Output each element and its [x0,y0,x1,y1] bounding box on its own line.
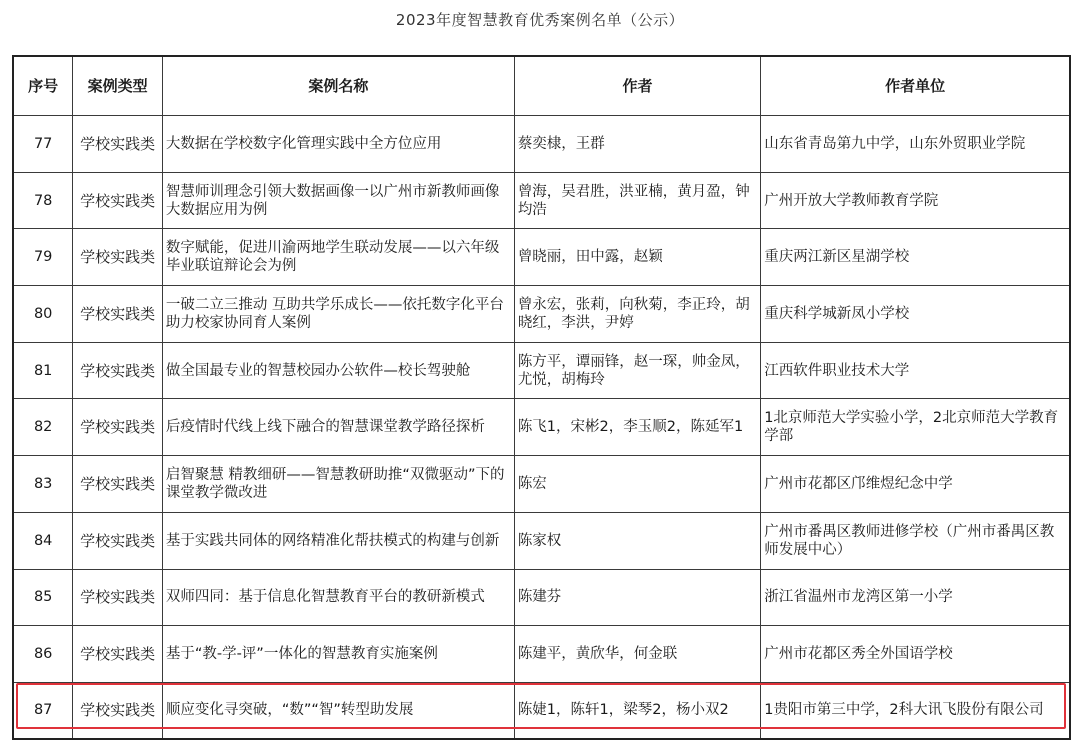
cell-unit: 广州市番禺区教师进修学校（广州市番禺区教师发展中心） [761,512,1070,569]
cell-name: 数字赋能，促进川渝两地学生联动发展——以六年级毕业联谊辩论会为例 [162,229,514,286]
cell-name: 做全国最专业的智慧校园办公软件—校长驾驶舱 [162,342,514,399]
column-header-number: 序号 [13,56,73,116]
cell-authors: 陈家权 [514,512,760,569]
table-row-highlighted [13,682,1070,739]
cell-number: 81 [13,342,73,399]
cell-authors: 陈方平，谭丽锋，赵一琛，帅金凤，尤悦，胡梅玲 [514,342,760,399]
column-header-name: 案例名称 [162,56,514,116]
cell-unit: 1北京师范大学实验小学，2北京师范大学教育学部 [761,399,1070,456]
cell-name: 顺应变化寻突破，“数”“智”转型助发展 [162,682,514,739]
cell-unit: 江西软件职业技术大学 [761,342,1070,399]
column-header-authors: 作者 [514,56,760,116]
cell-number: 79 [13,229,73,286]
cell-unit: 广州市花都区邝维煜纪念中学 [761,456,1070,513]
cell-unit: 广州市花都区秀全外国语学校 [761,626,1070,683]
cell-type: 学校实践类 [73,229,163,286]
cell-authors: 陈宏 [514,456,760,513]
table-header-row [13,56,1070,116]
table-row [13,626,1070,683]
column-header-type: 案例类型 [73,56,163,116]
table-row [13,399,1070,456]
cell-unit: 山东省青岛第九中学，山东外贸职业学院 [761,116,1070,173]
table-row [13,116,1070,173]
cell-type: 学校实践类 [73,172,163,229]
cell-name: 双师四同：基于信息化智慧教育平台的教研新模式 [162,569,514,626]
cell-number: 83 [13,456,73,513]
table-row [13,512,1070,569]
cell-unit: 1贵阳市第三中学，2科大讯飞股份有限公司 [761,682,1070,739]
cell-authors: 蔡奕棣，王群 [514,116,760,173]
cell-name: 启智聚慧 精教细研——智慧教研助推“双微驱动”下的课堂教学微改进 [162,456,514,513]
cell-number: 77 [13,116,73,173]
cell-type: 学校实践类 [73,342,163,399]
table-row [13,569,1070,626]
cell-unit: 广州开放大学教师教育学院 [761,172,1070,229]
cell-number: 84 [13,512,73,569]
cell-type: 学校实践类 [73,569,163,626]
cell-unit: 浙江省温州市龙湾区第一小学 [761,569,1070,626]
cell-name: 一破二立三推动 互助共学乐成长——依托数字化平台助力校家协同育人案例 [162,286,514,343]
cell-name: 后疫情时代线上线下融合的智慧课堂教学路径探析 [162,399,514,456]
cell-type: 学校实践类 [73,456,163,513]
page-title: 2023年度智慧教育优秀案例名单（公示） [395,11,685,29]
column-header-unit: 作者单位 [761,56,1070,116]
cell-name: 大数据在学校数字化管理实践中全方位应用 [162,116,514,173]
cell-authors: 陈婕1，陈轩1，梁琴2，杨小双2 [514,682,760,739]
cell-authors: 陈建平，黄欣华，何金联 [514,626,760,683]
cell-name: 基于“教-学-评”一体化的智慧教育实施案例 [162,626,514,683]
table-row [13,172,1070,229]
cell-type: 学校实践类 [73,399,163,456]
cell-name: 智慧师训理念引领大数据画像一以广州市新教师画像大数据应用为例 [162,172,514,229]
cell-unit: 重庆两江新区星湖学校 [761,229,1070,286]
cell-authors: 陈建芬 [514,569,760,626]
table-row [13,229,1070,286]
cell-name: 基于实践共同体的网络精准化帮扶模式的构建与创新 [162,512,514,569]
cell-authors: 曾海，吴君胜，洪亚楠，黄月盈，钟均浩 [514,172,760,229]
cell-number: 82 [13,399,73,456]
cell-number: 80 [13,286,73,343]
cell-number: 86 [13,626,73,683]
cell-type: 学校实践类 [73,626,163,683]
table-row [13,286,1070,343]
cell-type: 学校实践类 [73,116,163,173]
cell-number: 78 [13,172,73,229]
cell-authors: 曾永宏，张莉，向秋菊，李正玲，胡晓红，李洪，尹婷 [514,286,760,343]
cell-number: 87 [13,682,73,739]
cell-unit: 重庆科学城新凤小学校 [761,286,1070,343]
table-row [13,342,1070,399]
cell-type: 学校实践类 [73,682,163,739]
cell-type: 学校实践类 [73,286,163,343]
table-row [13,456,1070,513]
cell-authors: 曾晓丽，田中露，赵颖 [514,229,760,286]
cell-type: 学校实践类 [73,512,163,569]
cell-authors: 陈飞1，宋彬2，李玉顺2，陈延军1 [514,399,760,456]
cell-number: 85 [13,569,73,626]
case-list-table [12,55,1071,740]
